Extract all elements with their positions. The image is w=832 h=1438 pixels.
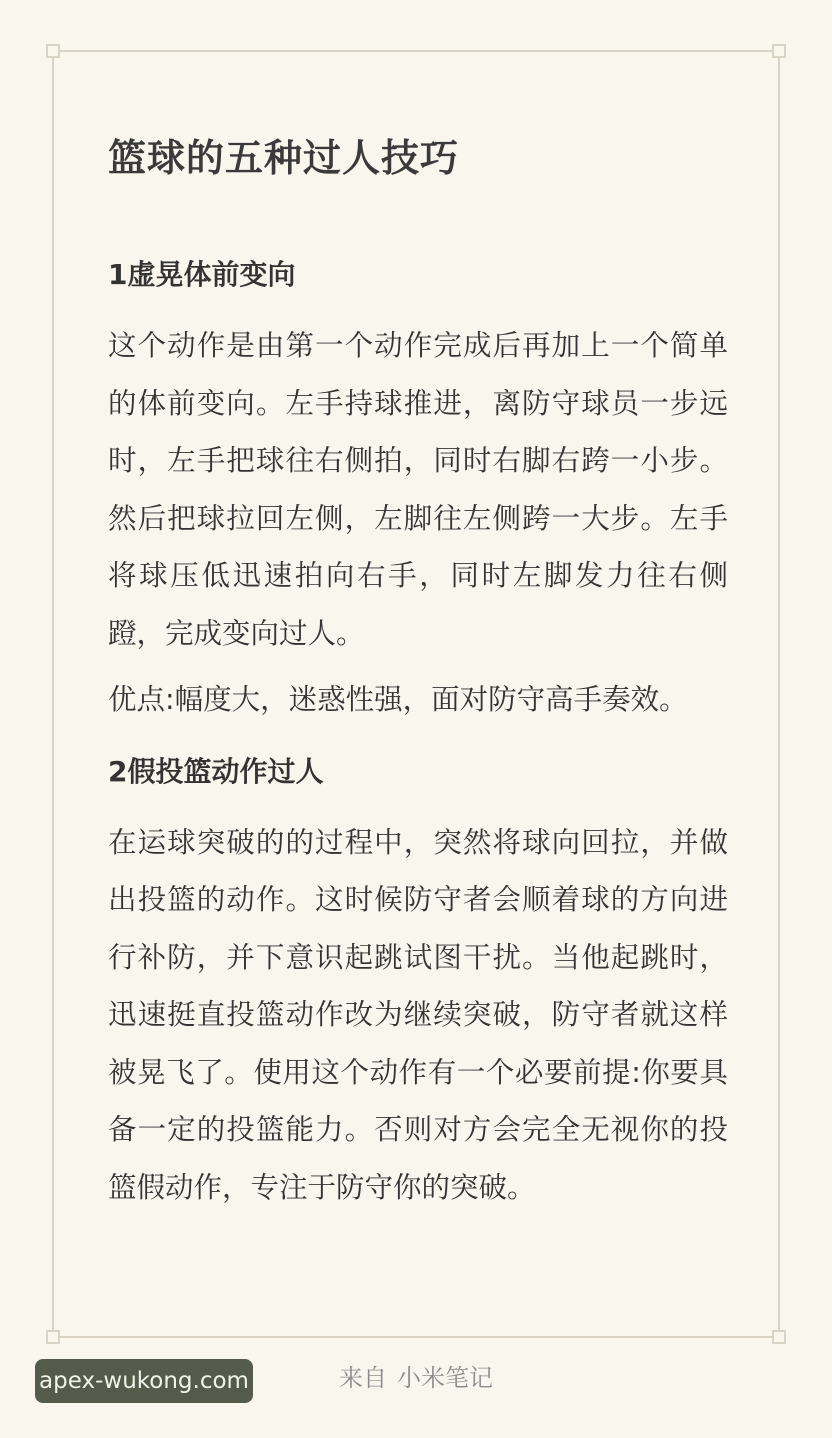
footer-prefix: 来自 (339, 1364, 387, 1392)
note-content (108, 128, 728, 1216)
frame-corner-ornament (772, 44, 786, 58)
site-watermark: apex-wukong.com (35, 1359, 253, 1403)
footer-app-name: 小米笔记 (397, 1364, 493, 1392)
frame-corner-ornament (46, 1330, 60, 1344)
section-heading: 2假投篮动作过人 (108, 754, 324, 788)
section-paragraph: 在运球突破的的过程中，突然将球向回拉，并做出投篮的动作。这时候防守者会顺着球的方向进行补防，并下意识起跳试图干扰。当他起跳时，迅速挺直投篮动作改为继续突破，防守者就这样被晃飞了。使用这个动作有一个必要前提:你要具备一定的投篮能力。否则对方会完全无视你的投篮假动作，专注于防守你的突破。 (108, 825, 728, 1204)
section-heading: 1虚晃体前变向 (108, 258, 296, 291)
section-paragraph: 这个动作是由第一个动作完成后再加上一个简单的体前变向。左手持球推进，离防守球员一步远时，左手把球往右侧拍，同时右脚右跨一小步。然后把球拉回左侧，左脚往左侧跨一大步。左手将球压低迅速拍向右手，同时左脚发力往右侧蹬，完成变向过人。 (108, 329, 728, 650)
frame-corner-ornament (46, 44, 60, 58)
frame-corner-ornament (772, 1330, 786, 1344)
note-title: 篮球的五种过人技巧 (108, 136, 460, 180)
section-paragraph: 优点:幅度大，迷惑性强，面对防守高手奏效。 (108, 683, 688, 716)
